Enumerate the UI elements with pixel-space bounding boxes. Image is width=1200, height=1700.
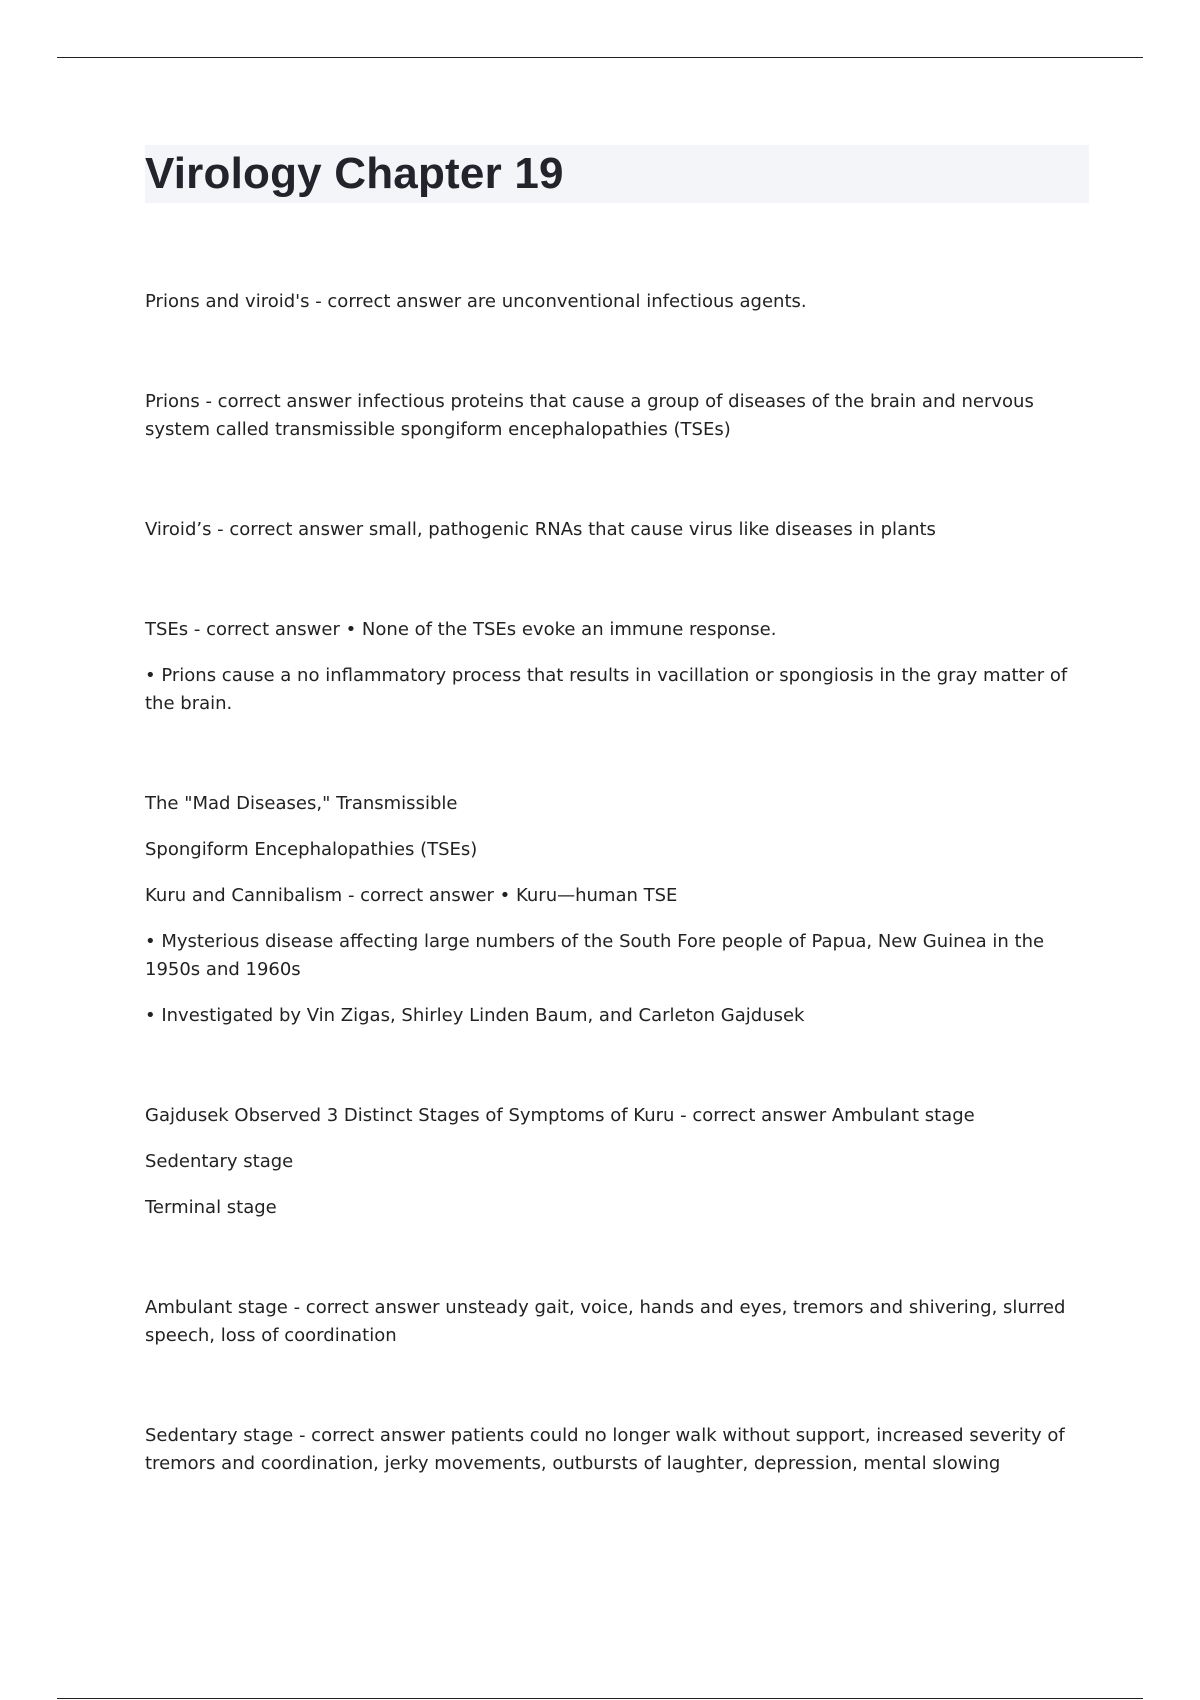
document-paragraph: Sedentary stage xyxy=(145,1151,294,1172)
page-title: Virology Chapter 19 xyxy=(145,149,564,198)
document-body xyxy=(145,288,1075,1496)
document-paragraph: Ambulant stage - correct answer unsteady gait, voice, hands and eyes, tremors and shivering, slurred speech, loss of coordination xyxy=(145,1297,1066,1346)
bottom-divider xyxy=(57,1698,1143,1699)
document-paragraph: The "Mad Diseases," Transmissible xyxy=(145,793,458,814)
document-paragraph: Viroid’s - correct answer small, pathogenic RNAs that cause virus like diseases in plants xyxy=(145,519,936,540)
document-paragraph: Spongiform Encephalopathies (TSEs) xyxy=(145,839,478,860)
document-paragraph: Kuru and Cannibalism - correct answer • Kuru—human TSE xyxy=(145,885,678,906)
document-paragraph: • Investigated by Vin Zigas, Shirley Linden Baum, and Carleton Gajdusek xyxy=(145,1005,805,1026)
document-paragraph: • Prions cause a no inflammatory process that results in vacillation or spongiosis in the gray matter of the brain. xyxy=(145,665,1068,714)
document-paragraph: Sedentary stage - correct answer patients could no longer walk without support, increased severity of tremors and coordination, jerky movements, outbursts of laughter, depression, mental slowing xyxy=(145,1425,1065,1474)
document-paragraph: Prions and viroid's - correct answer are unconventional infectious agents. xyxy=(145,291,807,312)
document-paragraph: • Mysterious disease affecting large numbers of the South Fore people of Papua, New Guinea in the 1950s and 1960s xyxy=(145,931,1045,980)
document-paragraph: Prions - correct answer infectious proteins that cause a group of diseases of the brain and nervous system called transmissible spongiform encephalopathies (TSEs) xyxy=(145,391,1034,440)
document-paragraph: Terminal stage xyxy=(145,1197,277,1218)
document-paragraph: TSEs - correct answer • None of the TSEs evoke an immune response. xyxy=(145,619,777,640)
document-paragraph: Gajdusek Observed 3 Distinct Stages of Symptoms of Kuru - correct answer Ambulant stage xyxy=(145,1105,975,1126)
top-divider xyxy=(57,57,1143,58)
